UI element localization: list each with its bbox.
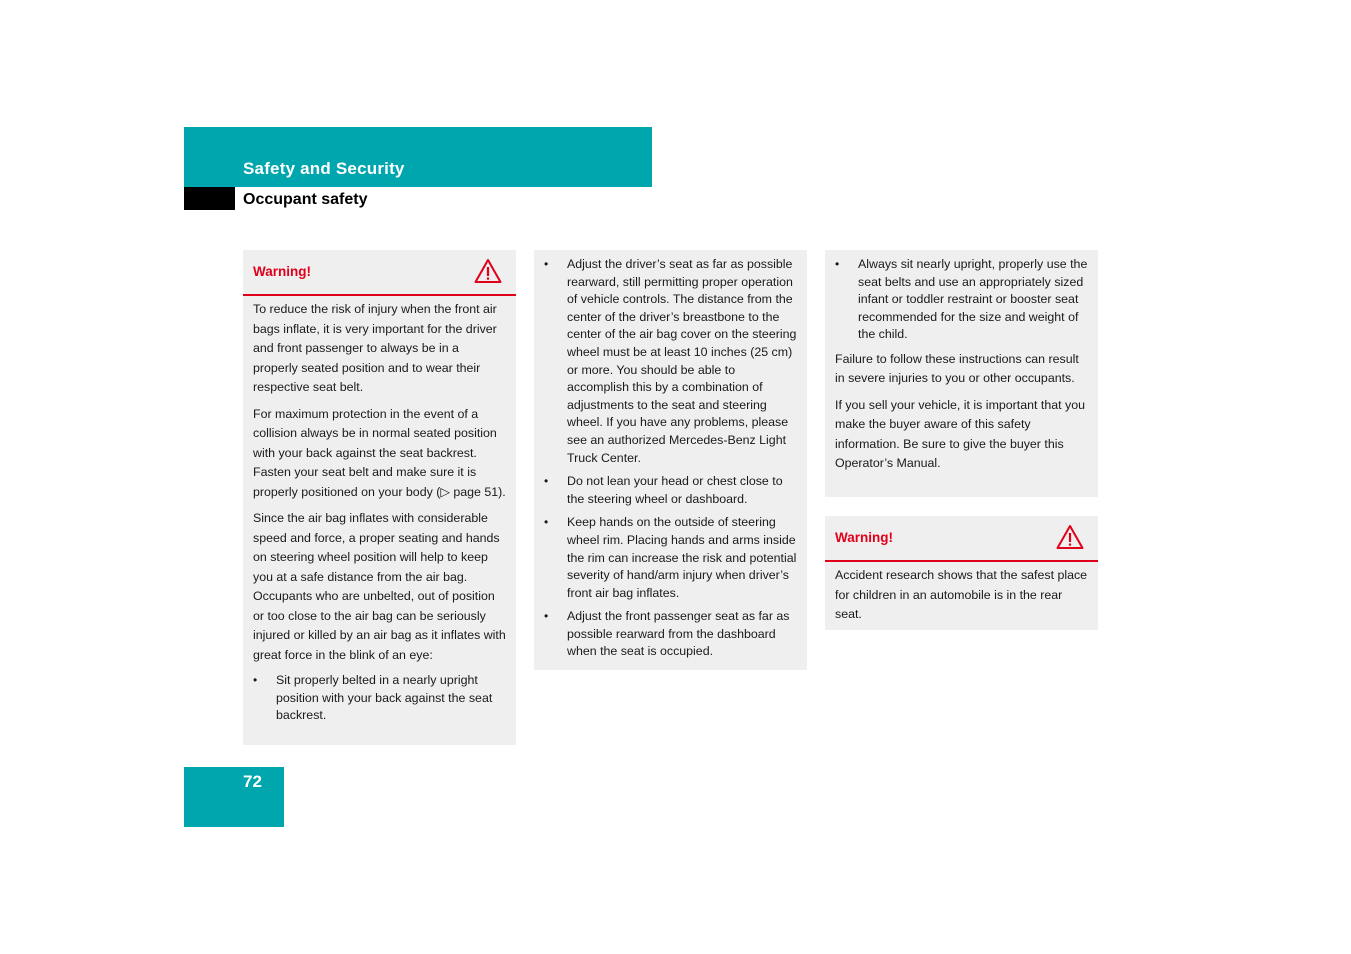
list-item	[253, 672, 506, 725]
bullet-icon: •	[253, 673, 258, 687]
bullet-icon: •	[544, 474, 549, 489]
warning-body	[825, 562, 1098, 640]
paragraph: For maximum protection in the event of a collision always be in normal seated position with your back against the seat backrest. Fasten your seat belt and make sure it is properly positioned on your body (▷ page 51).	[253, 406, 506, 499]
list-item-text: Always sit nearly upright, properly use the seat belts and use an appropriately sized infant or toddler restraint or booster seat recommended for the size and weight of the child.	[858, 257, 1088, 342]
list-item-text: Keep hands on the outside of steering wheel rim. Placing hands and arms inside the rim can increase the risk and potential severity of hand/arm injury when driver’s front air bag inflates.	[567, 515, 797, 600]
list-item-text: Adjust the front passenger seat as far as possible rearward from the dashboard when the seat is occupied.	[567, 609, 790, 659]
bullet-icon: •	[544, 515, 549, 530]
paragraph: Since the air bag inflates with considerable speed and force, a proper seating and hands on steering wheel position will help to keep you at a safe distance from the air bag. Occupants who are unbelted, out of position or too close to the air bag can be seriously injured or killed by an air bag as it inflates with great force in the blink of an eye:	[253, 511, 506, 662]
bullet-list	[835, 256, 1088, 344]
warning-triangle-icon	[1056, 524, 1084, 550]
page-number-band	[184, 767, 284, 827]
list-item-text: Adjust the driver’s seat as far as possible rearward, still permitting proper operation of vehicle controls. The distance from the center of the driver’s breastbone to the center of the air bag cover on the steering wheel must be at least 10 inches (25 cm) or more. You should be able to accomplish this by a combination of adjustments to the seat and steering wheel. If you have any problems, please see an authorized Mercedes-Benz Light Truck Center.	[567, 257, 797, 465]
warning-triangle-icon	[474, 258, 502, 284]
section-title: Safety and Security	[243, 159, 405, 178]
list-item	[544, 608, 797, 661]
paragraph: To reduce the risk of injury when the front air bags inflate, it is very important for the driver and front passenger to always be in a properly seated position and to wear their respective seat belt.	[253, 302, 497, 394]
list-item	[544, 473, 797, 508]
warning-body	[243, 296, 516, 739]
list-item	[544, 256, 797, 467]
section-marker	[184, 187, 235, 210]
warning-box-children	[825, 516, 1098, 630]
list-item-text: Sit properly belted in a nearly upright position with your back against the seat backrest.	[276, 673, 493, 723]
bullet-icon: •	[835, 257, 840, 271]
page-number: 72	[243, 772, 262, 791]
warning-label: Warning!	[253, 264, 311, 279]
list-item	[835, 256, 1088, 344]
list-item	[544, 514, 797, 602]
warning-header	[243, 250, 516, 296]
paragraph: Failure to follow these instructions can result in severe injuries to you or other occupants.	[835, 351, 1079, 386]
warning-box-airbag	[243, 250, 516, 745]
paragraph: If you sell your vehicle, it is important that you make the buyer aware of this safety information. Be sure to give the buyer this Operator’s Manual.	[835, 397, 1085, 471]
continuation-box	[534, 250, 807, 670]
list-item-text: Do not lean your head or chest close to the steering wheel or dashboard.	[567, 474, 783, 506]
continuation-box	[825, 250, 1098, 497]
box-body	[825, 250, 1098, 489]
box-body	[534, 250, 807, 675]
warning-label: Warning!	[835, 530, 893, 545]
bullet-list	[253, 672, 506, 725]
bullet-icon: •	[544, 609, 549, 624]
warning-header	[825, 516, 1098, 562]
paragraph: Accident research shows that the safest place for children in an automobile is in the rear seat.	[835, 568, 1088, 621]
subsection-title: Occupant safety	[243, 191, 368, 208]
bullet-list	[544, 256, 797, 661]
bullet-icon: •	[544, 257, 549, 271]
